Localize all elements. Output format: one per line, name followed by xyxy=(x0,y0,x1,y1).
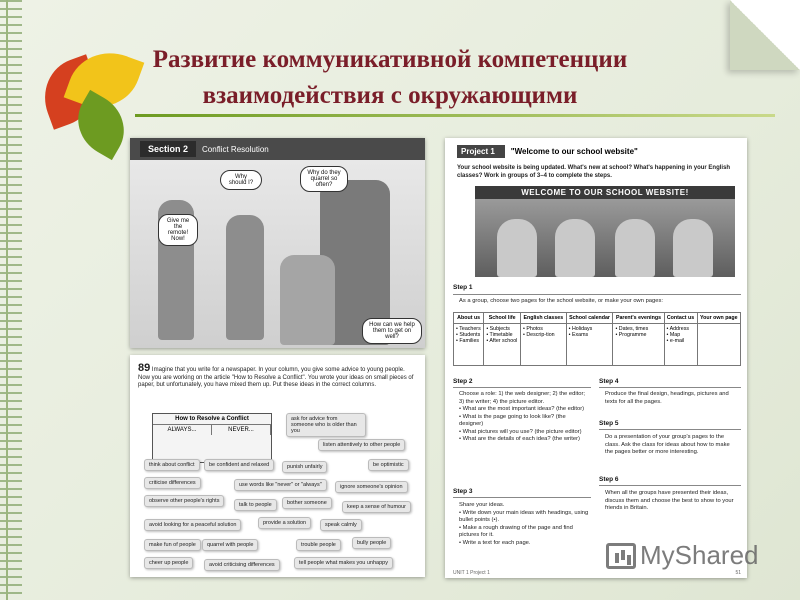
step1-heading: Step 1 xyxy=(453,284,473,291)
idea-chip: criticise differences xyxy=(144,477,201,489)
table-header: Contact us xyxy=(664,313,697,324)
step3-heading: Step 3 xyxy=(453,488,473,495)
idea-chip: punish unfairly xyxy=(282,461,327,473)
table-title: How to Resolve a Conflict xyxy=(175,416,249,422)
divider xyxy=(599,485,741,486)
project-title: "Welcome to our school website" xyxy=(510,146,638,156)
page-curl-corner xyxy=(730,0,800,70)
page-footer: UNIT 1 Project 1 xyxy=(453,570,490,576)
divider xyxy=(599,429,741,430)
table-cell: • Teachers • Students • Families xyxy=(454,324,484,366)
idea-chip: use words like "never" or "always" xyxy=(234,479,327,491)
idea-chip: avoid criticising differences xyxy=(204,559,280,571)
table-header: About us xyxy=(454,313,484,324)
idea-chip: observe other people's rights xyxy=(144,495,224,507)
idea-chip: ignore someone's opinion xyxy=(335,481,408,493)
idea-chip: ask for advice from someone who is older than you xyxy=(286,413,366,437)
step5-heading: Step 5 xyxy=(599,420,619,427)
speech-bubble-4: How can we help them to get on well? xyxy=(362,318,422,344)
table-cell: • Photos • Descrip-tion xyxy=(521,324,567,366)
project-tag: Project 1 xyxy=(457,145,505,158)
slide-title-line2: взаимодействия с окружающими xyxy=(202,82,578,109)
student-figure xyxy=(673,219,713,277)
textbook-page-section2 xyxy=(130,138,425,348)
step3-text: Share your ideas. • Write down your main ideas with headings, using bullet points (•). • Make a rough drawing of the page and find pictures for it. • Write a text for each page. xyxy=(459,502,589,546)
table-cell: • Dates, times • Programme xyxy=(613,324,664,366)
step5-text: Do a presentation of your group's pages to the class. Ask the class for ideas about how to make the pages better or more interesting. xyxy=(605,434,730,455)
col-always: ALWAYS... xyxy=(153,425,212,435)
presentation-icon xyxy=(606,543,636,569)
title-underline xyxy=(135,114,775,117)
page-number: 51 xyxy=(735,570,741,576)
idea-chip: trouble people xyxy=(296,539,341,551)
idea-chip: provide a solution xyxy=(258,517,311,529)
idea-chip: quarrel with people xyxy=(202,539,258,551)
exercise-intro xyxy=(138,362,418,390)
idea-chip: bother someone xyxy=(282,497,332,509)
project-lead: Your school website is being updated. What's new at school? What's happening in your English classes? Work in groups of 3–4 to complete the steps. xyxy=(457,165,731,179)
table-cell: • Holidays • Exams xyxy=(566,324,613,366)
idea-chip: talk to people xyxy=(234,499,277,511)
step4-text: Produce the final design, headings, pictures and texts for all the pages. xyxy=(605,391,729,405)
table-header: School life xyxy=(484,313,521,324)
idea-chip: be confident and relaxed xyxy=(204,459,274,471)
watermark xyxy=(606,540,759,571)
idea-chip: make fun of people xyxy=(144,539,201,551)
idea-chip: think about conflict xyxy=(144,459,200,471)
project-header xyxy=(457,144,737,158)
notebook-spiral-line xyxy=(6,0,8,600)
mother-figure xyxy=(280,255,335,345)
watermark-text: MyShared xyxy=(640,540,759,570)
exercise-text: Imagine that you write for a newspaper. In your column, you give some advice to young people. Now you are working on the article "How to Resolve a Conflict". You wrote your ideas on small pieces of paper, but unfortunately, you have mixed them up. Put these ideas in the correct columns. xyxy=(138,367,414,388)
table-header: English classes xyxy=(521,313,567,324)
exercise-number: 89 xyxy=(138,362,151,374)
website-banner: WELCOME TO OUR SCHOOL WEBSITE! xyxy=(475,186,735,199)
idea-chip: bully people xyxy=(352,537,391,549)
step2-text: Choose a role: 1) the web designer; 2) the editor; 3) the writer; 4) the picture editor. • What are the most important ideas? (the editor) • What is the page going to look like? (the designer) • What pictures will you use? (the picture editor) • What are the details of each idea? (the writer) xyxy=(459,391,585,442)
divider xyxy=(599,387,741,388)
slide-title xyxy=(110,42,670,114)
table-cell: • Subjects • Timetable • After school xyxy=(484,324,521,366)
col-never: NEVER... xyxy=(212,425,271,435)
divider xyxy=(453,497,591,498)
step6-heading: Step 6 xyxy=(599,476,619,483)
girl-figure xyxy=(226,215,264,340)
divider xyxy=(453,294,741,295)
textbook-page-exercise xyxy=(130,355,425,577)
table-header: School calendar xyxy=(566,313,613,324)
table-header: Your own page xyxy=(697,313,740,324)
section-title: Conflict Resolution xyxy=(202,144,269,154)
speech-bubble-1: Why should I? xyxy=(220,170,262,190)
divider xyxy=(453,387,591,388)
notebook-spiral xyxy=(0,0,22,600)
idea-chip: tell people what makes you unhappy xyxy=(294,557,393,569)
idea-chip: avoid looking for a peaceful solution xyxy=(144,519,241,531)
idea-chip: listen attentively to other people xyxy=(318,439,405,451)
step1-text: As a group, choose two pages for the school website, or make your own pages: xyxy=(459,298,663,304)
slide-title-line1: Развитие коммуникативной компетенции xyxy=(152,46,628,73)
pages-table xyxy=(453,312,741,366)
step4-heading: Step 4 xyxy=(599,378,619,385)
student-figure xyxy=(497,219,537,277)
step2-heading: Step 2 xyxy=(453,378,473,385)
table-cell: • Address • Map • e-mail xyxy=(664,324,697,366)
textbook-page-project xyxy=(445,138,747,578)
resolve-conflict-table xyxy=(152,413,272,463)
idea-chip: be optimistic xyxy=(368,459,409,471)
idea-chip: keep a sense of humour xyxy=(342,501,411,513)
student-figure xyxy=(555,219,595,277)
students-photo xyxy=(475,199,735,277)
family-conflict-illustration xyxy=(130,160,425,348)
speech-bubble-2: Why do they quarrel so often? xyxy=(300,166,348,192)
section-tag: Section 2 xyxy=(140,141,196,157)
table-header: Parent's evenings xyxy=(613,313,664,324)
section-header xyxy=(130,138,425,160)
step6-text: When all the groups have presented their ideas, discuss them and choose the best to show to your friends in Britain. xyxy=(605,490,734,511)
student-figure xyxy=(615,219,655,277)
idea-chip: speak calmly xyxy=(320,519,362,531)
table-cell xyxy=(697,324,740,366)
idea-chip: cheer up people xyxy=(144,557,193,569)
speech-bubble-3: Give me the remote! Now! xyxy=(158,214,198,246)
